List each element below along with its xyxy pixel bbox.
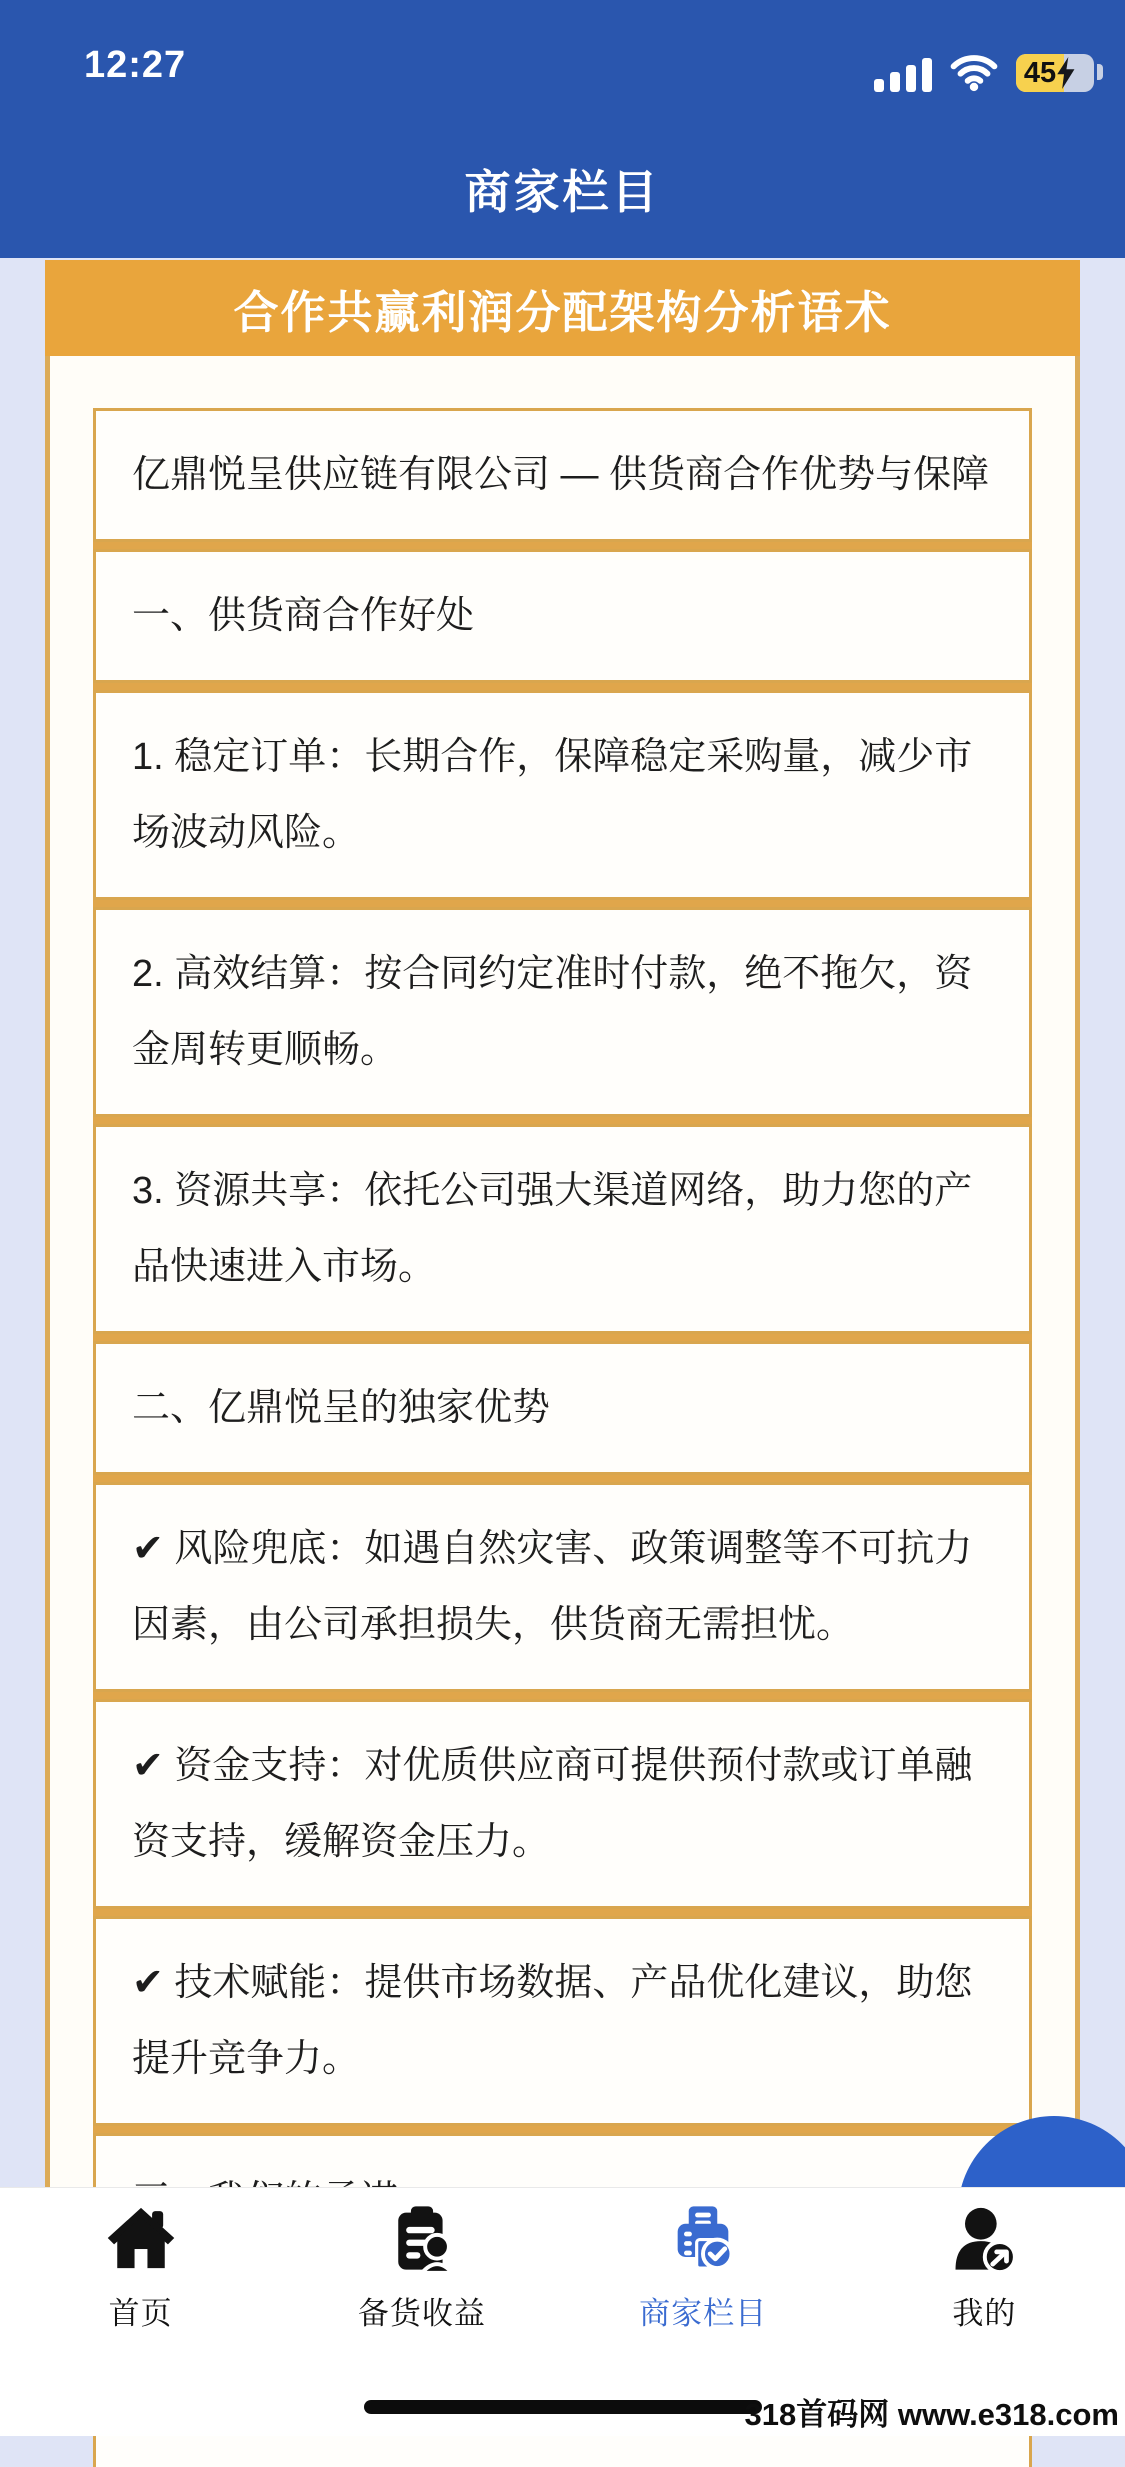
page-title: 商家栏目 [464, 166, 661, 218]
row-divider [93, 2126, 1032, 2133]
home-indicator[interactable] [364, 2400, 762, 2414]
tab-merchant-column[interactable] [563, 2200, 844, 2333]
tab-label: 备货收益 [357, 2296, 486, 2331]
row-divider [93, 1692, 1032, 1699]
row-divider [93, 1909, 1032, 1916]
watermark: 318首码网 www.e318.com [744, 2397, 1119, 2432]
content-row: 一、供货商合作好处 [93, 549, 1032, 683]
row-divider [93, 1475, 1032, 1482]
tab-label: 我的 [952, 2296, 1017, 2331]
row-divider [93, 900, 1032, 907]
tab-label: 首页 [108, 2296, 173, 2331]
charging-bolt-icon [1056, 57, 1076, 89]
home-icon [103, 2200, 179, 2276]
content-row: 2. 高效结算：按合同约定准时付款，绝不拖欠，资金周转更顺畅。 [93, 907, 1032, 1117]
status-icons [874, 50, 1103, 92]
content-row: 1. 稳定订单：长期合作，保障稳定采购量，减少市场波动风险。 [93, 690, 1032, 900]
content-row: ✔ 风险兜底：如遇自然灾害、政策调整等不可抗力因素，由公司承担损失，供货商无需担忧。 [93, 1482, 1032, 1692]
row-divider [93, 542, 1032, 549]
app-header [0, 0, 1125, 258]
content-card [45, 260, 1080, 2436]
bottom-tab-bar [0, 2187, 1125, 2436]
cellular-signal-icon [874, 58, 932, 92]
battery-cap [1097, 64, 1103, 80]
status-time: 12:27 [84, 44, 187, 86]
row-divider [93, 1117, 1032, 1124]
profile-icon [946, 2200, 1022, 2276]
merchant-column-icon [665, 2200, 741, 2276]
tab-profile[interactable] [844, 2200, 1125, 2333]
content-row: ✔ 资金支持：对优质供应商可提供预付款或订单融资支持，缓解资金压力。 [93, 1699, 1032, 1909]
tab-label: 商家栏目 [639, 2296, 768, 2331]
section-banner: 合作共赢利润分配架构分析语术 [45, 260, 1080, 356]
content-row: 二、亿鼎悦呈的独家优势 [93, 1341, 1032, 1475]
content-rows [50, 356, 1075, 2467]
content-row: 亿鼎悦呈供应链有限公司 — 供货商合作优势与保障 [93, 408, 1032, 542]
stock-earnings-icon [384, 2200, 460, 2276]
row-divider [93, 1334, 1032, 1341]
tab-stock-earnings[interactable] [281, 2200, 562, 2333]
battery-charging-icon [1016, 54, 1094, 92]
wifi-icon [948, 52, 1000, 92]
tab-home[interactable] [0, 2200, 281, 2333]
row-divider [93, 683, 1032, 690]
battery-percent: 45 [1016, 54, 1064, 92]
content-row: 3. 资源共享：依托公司强大渠道网络，助力您的产品快速进入市场。 [93, 1124, 1032, 1334]
content-row: ✔ 技术赋能：提供市场数据、产品优化建议，助您提升竞争力。 [93, 1916, 1032, 2126]
